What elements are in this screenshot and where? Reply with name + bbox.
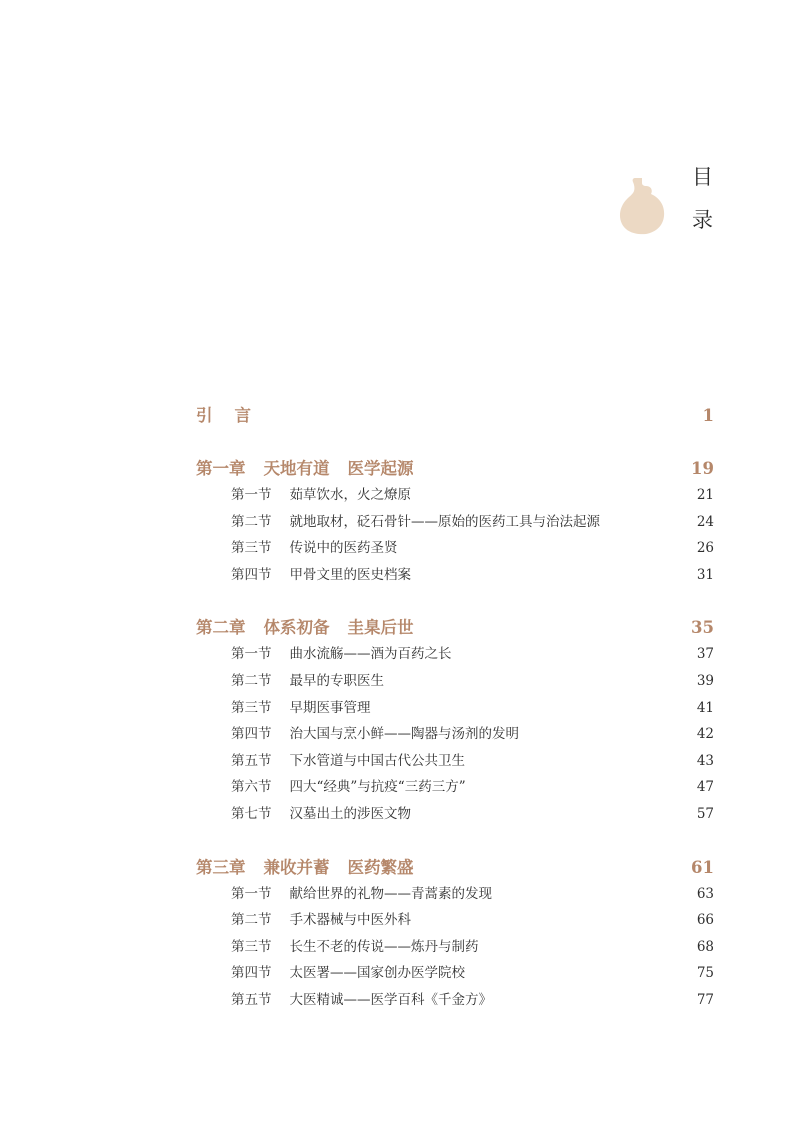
toc-page-number: 75 xyxy=(696,965,714,982)
intro-label-part: 引 xyxy=(196,406,213,425)
section-title: 大医精诚——医学百科《千金方》 xyxy=(289,991,492,1008)
chapter-number: 第二章 xyxy=(196,618,246,638)
toc-section-entry[interactable] xyxy=(196,960,714,987)
toc-section-entry[interactable] xyxy=(196,535,714,562)
section-number: 第六节 xyxy=(231,779,272,796)
section-number: 第一节 xyxy=(231,885,272,902)
toc-page-number: 1 xyxy=(702,406,714,425)
chapter-heading xyxy=(196,455,414,482)
toc-page-number: 61 xyxy=(691,857,714,877)
section-title: 早期医事管理 xyxy=(289,699,371,716)
section-title: 治大国与烹小鲜——陶器与汤剂的发明 xyxy=(289,726,519,743)
toc-page-number: 24 xyxy=(696,513,714,530)
toc-section-entry[interactable] xyxy=(196,562,714,589)
toc-chapter-entry[interactable] xyxy=(196,614,714,641)
toc-section-entry[interactable] xyxy=(196,509,714,536)
section-number: 第四节 xyxy=(231,566,272,583)
toc-page-number: 19 xyxy=(691,459,714,478)
section-title: 最早的专职医生 xyxy=(289,672,384,689)
section-number: 第四节 xyxy=(231,726,272,743)
toc-chapter-entry[interactable] xyxy=(196,455,714,482)
toc-section-entry[interactable] xyxy=(196,987,714,1014)
toc-section-entry[interactable] xyxy=(196,881,714,908)
chapter-title-part: 天地有道 xyxy=(263,459,330,478)
section-number: 第三节 xyxy=(231,540,272,557)
section-title: 手术器械与中医外科 xyxy=(289,912,411,929)
section-title: 四大“经典”与抗疫“三药三方” xyxy=(289,779,466,796)
chapter-title-part: 医学起源 xyxy=(347,459,414,478)
section-title: 就地取材，砭石骨针——原始的医药工具与治法起源 xyxy=(289,513,600,530)
toc-section-entry[interactable] xyxy=(196,907,714,934)
toc-section-entry[interactable] xyxy=(196,748,714,775)
section-number: 第一节 xyxy=(231,487,272,503)
section-number: 第七节 xyxy=(231,805,272,822)
toc-entry-intro[interactable] xyxy=(196,402,714,429)
chapter-number: 第一章 xyxy=(196,459,246,478)
toc-page-number: 63 xyxy=(696,885,714,902)
toc-page-number: 37 xyxy=(696,646,714,663)
toc-page-number: 57 xyxy=(696,805,714,822)
toc-page-number: 66 xyxy=(696,912,714,929)
toc-section-entry[interactable] xyxy=(196,695,714,722)
toc-page-number: 39 xyxy=(696,672,714,689)
chapter-title-part: 兼收并蓄 xyxy=(263,857,330,877)
page-header xyxy=(0,0,800,300)
section-number: 第一节 xyxy=(231,646,272,663)
chapter-heading xyxy=(196,854,414,881)
section-number: 第四节 xyxy=(231,965,272,982)
toc-section-entry[interactable] xyxy=(196,934,714,961)
toc-page-number: 21 xyxy=(696,487,714,503)
toc-chapter-entry[interactable] xyxy=(196,854,714,881)
toc-page-number: 41 xyxy=(696,699,714,716)
page-title-char-1: 目 xyxy=(692,165,713,189)
toc-section-entry[interactable] xyxy=(196,721,714,748)
section-number: 第二节 xyxy=(231,912,272,929)
vase-icon xyxy=(618,176,666,236)
chapter-title-part: 体系初备 xyxy=(263,618,330,638)
toc-entry-title xyxy=(196,402,251,429)
section-title: 传说中的医药圣贤 xyxy=(289,540,398,557)
section-number: 第五节 xyxy=(231,752,272,769)
section-number: 第二节 xyxy=(231,513,272,530)
toc-section-entry[interactable] xyxy=(196,482,714,509)
toc-page-number: 26 xyxy=(696,540,714,557)
toc-section-entry[interactable] xyxy=(196,668,714,695)
section-title: 长生不老的传说——炼丹与制药 xyxy=(289,938,479,955)
section-title: 茹草饮水，火之燎原 xyxy=(289,487,411,503)
section-title: 太医署——国家创办医学院校 xyxy=(289,965,465,982)
toc-section-entry[interactable] xyxy=(196,801,714,828)
chapter-heading xyxy=(196,614,414,641)
toc-page-number: 42 xyxy=(696,726,714,743)
table-of-contents xyxy=(196,402,714,1014)
toc-page-number: 77 xyxy=(696,991,714,1008)
chapter-block xyxy=(196,854,714,1014)
section-number: 第二节 xyxy=(231,672,272,689)
chapter-title-part: 医药繁盛 xyxy=(347,857,414,877)
toc-page-number: 47 xyxy=(696,779,714,796)
toc-page-number: 68 xyxy=(696,938,714,955)
section-number: 第三节 xyxy=(231,938,272,955)
toc-page-number: 35 xyxy=(691,618,714,638)
toc-section-entry[interactable] xyxy=(196,641,714,668)
section-title: 甲骨文里的医史档案 xyxy=(289,566,411,583)
section-title: 献给世界的礼物——青蒿素的发现 xyxy=(289,885,492,902)
chapter-title-part: 圭臬后世 xyxy=(347,618,414,638)
section-title: 汉墓出土的涉医文物 xyxy=(289,805,411,822)
chapter-block xyxy=(196,455,714,588)
intro-label-part: 言 xyxy=(234,406,251,425)
toc-page-number: 43 xyxy=(696,752,714,769)
section-title: 下水管道与中国古代公共卫生 xyxy=(289,752,465,769)
toc-page-number: 31 xyxy=(696,566,714,583)
chapter-number: 第三章 xyxy=(196,857,246,877)
section-number: 第五节 xyxy=(231,991,272,1008)
toc-section-entry[interactable] xyxy=(196,774,714,801)
section-title: 曲水流觞——酒为百药之长 xyxy=(289,646,452,663)
page-title-char-2: 录 xyxy=(692,208,713,232)
chapter-block xyxy=(196,614,714,827)
section-number: 第三节 xyxy=(231,699,272,716)
